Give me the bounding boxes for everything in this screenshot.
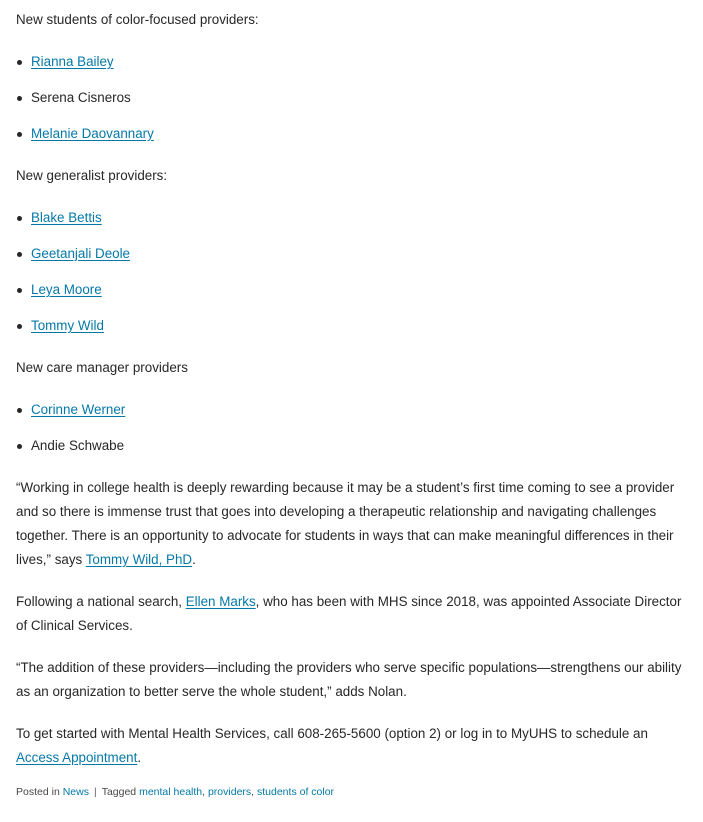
list-item — [16, 86, 691, 110]
provider-name-andie-schwabe: Andie Schwabe — [31, 438, 125, 453]
tagged-label: Tagged — [101, 786, 140, 798]
quote-end: . — [192, 552, 196, 567]
list-item — [16, 278, 691, 302]
search-text-after: , who has been with MHS since 2018, was appointed Associate Director of Clinical Services. — [16, 594, 682, 633]
provider-link-tommy-wild[interactable]: Tommy Wild — [31, 318, 104, 333]
appointment-paragraph — [16, 590, 691, 638]
quote-paragraph-nolan: “The addition of these providers—including the providers who serve specific populations—strengthens our ability as an organization to better serve the whole student,” adds Nolan. — [16, 660, 682, 699]
tag-link-students-of-color[interactable]: students of color — [257, 786, 335, 798]
provider-link-rianna-bailey[interactable]: Rianna Bailey — [31, 54, 114, 69]
search-text-before: Following a national search, — [16, 594, 186, 609]
meta-separator: | — [93, 786, 97, 798]
get-started-text: To get started with Mental Health Services, call 608-265-5600 (option 2) or log in to MyUHS to schedule an — [16, 726, 648, 741]
post-meta — [16, 784, 691, 800]
provider-link-geetanjali-deole[interactable]: Geetanjali Deole — [31, 246, 131, 261]
provider-list-students-of-color — [16, 50, 691, 146]
provider-list-generalist — [16, 206, 691, 338]
list-item — [16, 398, 691, 422]
tag-link-mental-health[interactable]: mental health — [139, 786, 203, 798]
provider-link-corinne-werner[interactable]: Corinne Werner — [31, 402, 126, 417]
tag-separator: , — [202, 786, 208, 798]
section-heading-care-manager: New care manager providers — [16, 360, 188, 375]
author-link-tommy-wild[interactable]: Tommy Wild, PhD — [85, 552, 193, 567]
section-heading-students-of-color: New students of color-focused providers: — [16, 12, 259, 27]
tag-separator: , — [251, 786, 257, 798]
access-appointment-link[interactable]: Access Appointment — [16, 750, 138, 765]
list-item — [16, 50, 691, 74]
provider-link-melanie-daovannary[interactable]: Melanie Daovannary — [31, 126, 154, 141]
person-link-ellen-marks[interactable]: Ellen Marks — [185, 594, 256, 609]
list-item — [16, 242, 691, 266]
provider-link-blake-bettis[interactable]: Blake Bettis — [31, 210, 102, 225]
provider-name-serena-cisneros: Serena Cisneros — [31, 90, 131, 105]
section-heading-generalist: New generalist providers: — [16, 168, 168, 183]
quote-paragraph-wild — [16, 476, 691, 572]
list-item — [16, 122, 691, 146]
category-link-news[interactable]: News — [62, 786, 89, 798]
get-started-paragraph — [16, 722, 691, 770]
tag-link-providers[interactable]: providers — [207, 786, 252, 798]
provider-list-care-manager — [16, 398, 691, 458]
list-item — [16, 206, 691, 230]
quote-text: “Working in college health is deeply rewarding because it may be a student’s first time coming to see a provider and so there is immense trust that goes into developing a therapeutic relationship and navigating challenges together. There is an opportunity to advocate for students in ways that can make meaningful differences in their lives,” says — [16, 480, 675, 567]
list-item — [16, 434, 691, 458]
get-started-end: . — [137, 750, 142, 765]
provider-link-leya-moore[interactable]: Leya Moore — [31, 282, 102, 297]
posted-in-label: Posted in — [16, 786, 63, 798]
list-item — [16, 314, 691, 338]
